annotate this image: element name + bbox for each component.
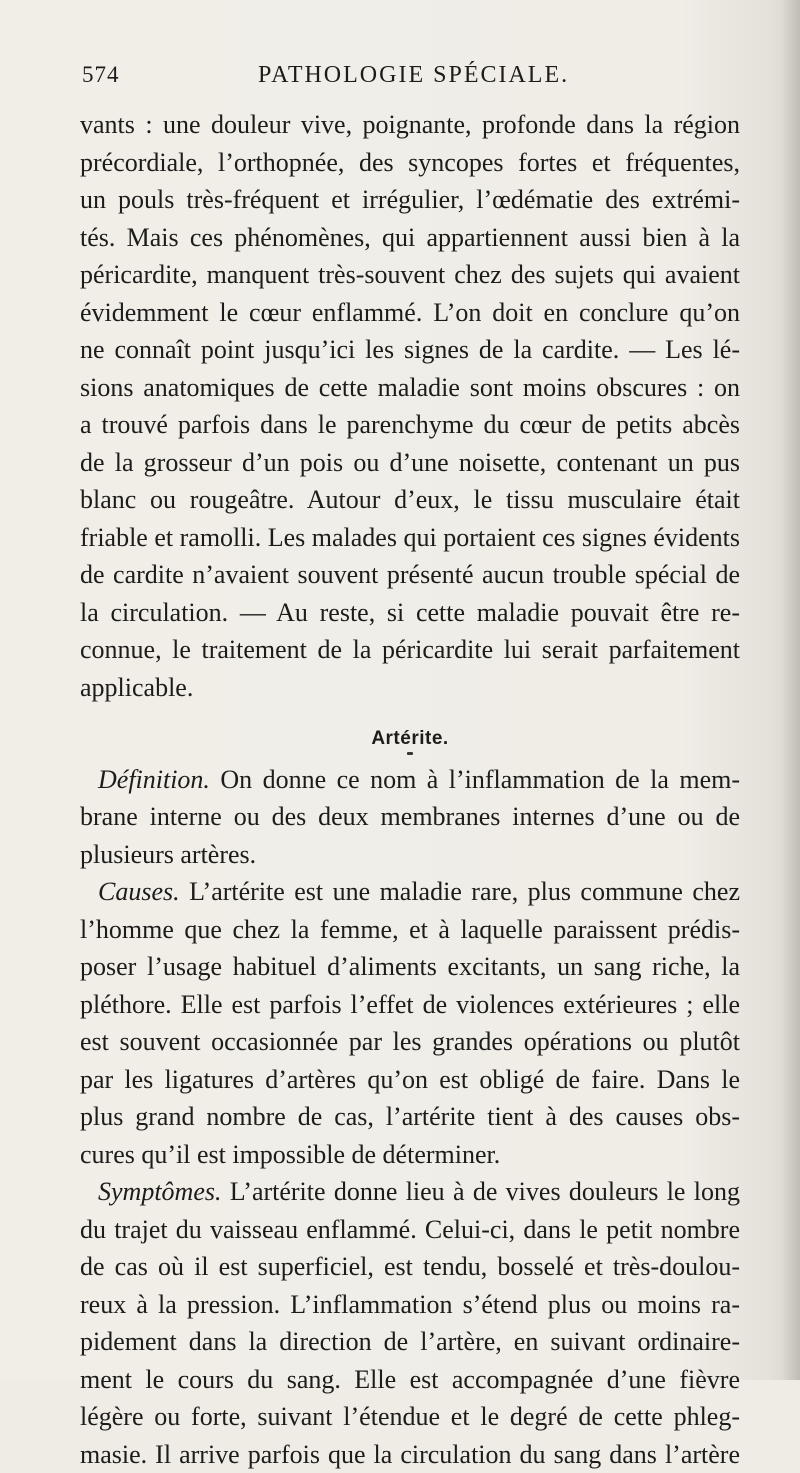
text-line: légère ou forte, suivant l’étendue et le degré de cette phleg- <box>80 1398 740 1436</box>
text-line: de cas où il est superficiel, est tendu, bosselé et très-doulou- <box>80 1248 740 1286</box>
text-run: L’artérite donne lieu à de vives douleurs le long <box>221 1177 740 1206</box>
running-title: PATHOLOGIE SPÉCIALE. <box>258 62 569 89</box>
heading-ornament <box>407 752 413 755</box>
text-line: l’homme que chez la femme, et à laquelle paraissent prédis- <box>80 911 740 949</box>
text-line: poser l’usage habituel d’aliments excitants, un sang riche, la <box>80 948 740 986</box>
text-line: reux à la pression. L’inflammation s’étend plus ou moins ra- <box>80 1286 740 1324</box>
text-line: de la grosseur d’un pois ou d’une noisette, contenant un pus <box>80 444 740 482</box>
page-edge-shadow <box>782 0 800 1380</box>
text-run: L’artérite est une maladie rare, plus commune chez <box>180 877 740 906</box>
text-line: a trouvé parfois dans le parenchyme du cœur de petits abcès <box>80 406 740 444</box>
section-heading: Artérite. <box>80 720 740 758</box>
text-line: sions anatomiques de cette maladie sont moins obscures : on <box>80 369 740 407</box>
text-line: applicable. <box>80 669 740 707</box>
text-line: masie. Il arrive parfois que la circulation du sang dans l’artère <box>80 1436 740 1473</box>
text-line: tés. Mais ces phénomènes, qui appartiennent aussi bien à la <box>80 219 740 257</box>
definition-term: Définition. <box>98 765 210 794</box>
text-line: de cardite n’avaient souvent présenté aucun trouble spécial de <box>80 556 740 594</box>
text-line <box>80 1173 740 1211</box>
text-line: friable et ramolli. Les malades qui portaient ces signes évidents <box>80 519 740 557</box>
text-line <box>80 761 740 799</box>
paragraph-cardite <box>80 106 740 706</box>
text-line: brane interne ou des deux membranes internes d’une ou de <box>80 798 740 836</box>
text-line: un pouls très-fréquent et irrégulier, l’œdématie des extrémi- <box>80 181 740 219</box>
text-line: du trajet du vaisseau enflammé. Celui-ci, dans le petit nombre <box>80 1211 740 1249</box>
text-line: ment le cours du sang. Elle est accompagnée d’une fièvre <box>80 1361 740 1399</box>
running-head <box>82 62 742 96</box>
paragraph-symptomes <box>80 1173 740 1473</box>
text-line <box>80 873 740 911</box>
text-line: blanc ou rougeâtre. Autour d’eux, le tissu musculaire était <box>80 481 740 519</box>
text-run: On donne ce nom à l’inflammation de la mem- <box>210 765 740 794</box>
text-line: pléthore. Elle est parfois l’effet de violences extérieures ; elle <box>80 986 740 1024</box>
text-line: connue, le traitement de la péricardite lui serait parfaitement <box>80 631 740 669</box>
text-line: ne connaît point jusqu’ici les signes de la cardite. — Les lé- <box>80 331 740 369</box>
text-line: par les ligatures d’artères qu’on est obligé de faire. Dans le <box>80 1061 740 1099</box>
text-line: vants : une douleur vive, poignante, profonde dans la région <box>80 106 740 144</box>
text-line: la circulation. — Au reste, si cette maladie pouvait être re- <box>80 594 740 632</box>
text-line: pidement dans la direction de l’artère, en suivant ordinaire- <box>80 1323 740 1361</box>
body-text <box>80 106 740 1473</box>
paragraph-causes <box>80 873 740 1173</box>
text-line: précordiale, l’orthopnée, des syncopes fortes et fréquentes, <box>80 144 740 182</box>
causes-term: Causes. <box>98 877 180 906</box>
symptomes-term: Symptômes. <box>98 1177 221 1206</box>
text-line: est souvent occasionnée par les grandes opérations ou plutôt <box>80 1023 740 1061</box>
page-number: 574 <box>82 62 120 88</box>
text-line: plusieurs artères. <box>80 836 740 874</box>
text-line: péricardite, manquent très-souvent chez des sujets qui avaient <box>80 256 740 294</box>
text-line: évidemment le cœur enflammé. L’on doit en conclure qu’on <box>80 294 740 332</box>
text-line: plus grand nombre de cas, l’artérite tient à des causes obs- <box>80 1098 740 1136</box>
text-line: cures qu’il est impossible de déterminer. <box>80 1136 740 1174</box>
paragraph-definition <box>80 761 740 874</box>
